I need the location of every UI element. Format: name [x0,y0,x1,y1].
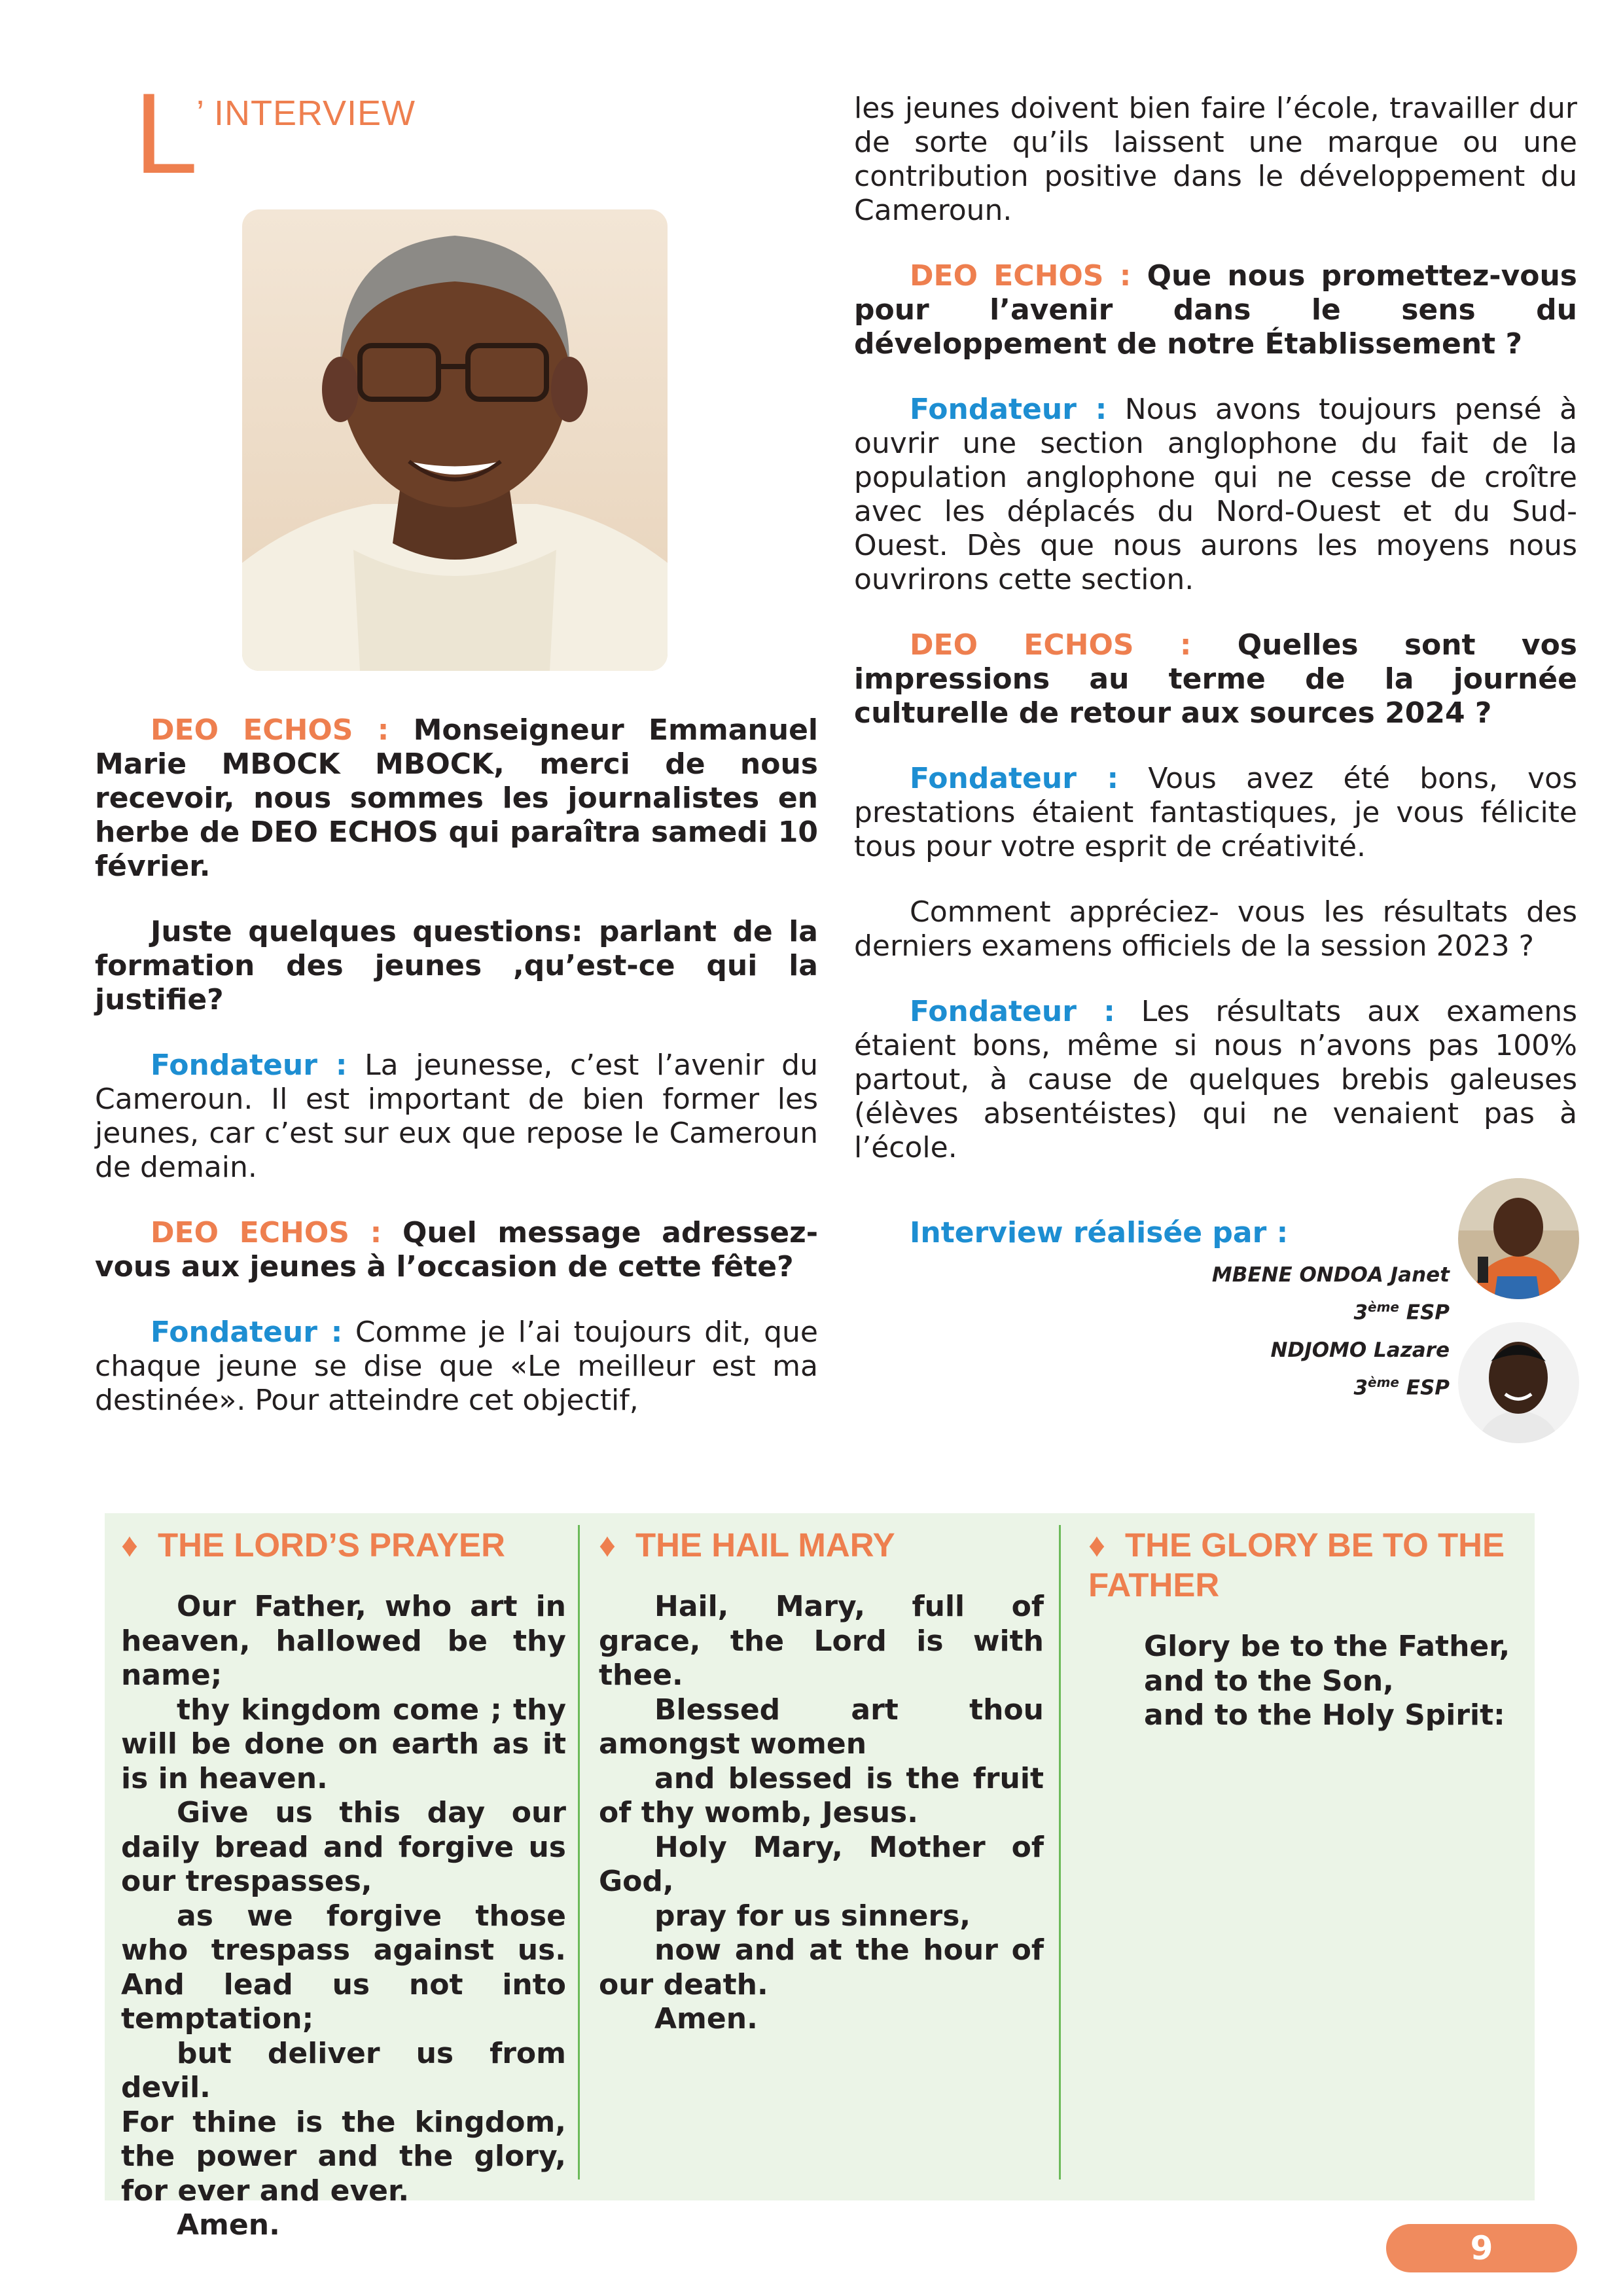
question-text: Quelles sont vos impressions au terme de la journée culturelle de retour aux sources 2024 ? [854,628,1577,730]
credit-class-1 [1353,1299,1450,1324]
question-text: Quel message adressez-vous aux jeunes à l’occasion de cette fête? [95,1216,818,1283]
answer-text: La jeunesse, c’est l’avenir du Cameroun. Il est important de bien former les jeunes, car c’est sur eux que repose le Cameroun de demain. [95,1049,818,1184]
answer-paragraph [854,393,1577,597]
class-number: 3 [1353,1376,1368,1400]
interview-left-column [95,713,818,1449]
prayer-title [121,1525,566,1565]
answer-continuation [854,92,1577,228]
prayer-line: Blessed art thou amongst women [599,1693,1044,1761]
question-paragraph [854,628,1577,730]
hail-mary-column [599,1518,1044,2037]
prayer-line: pray for us sinners, [654,1899,971,1933]
founder-portrait [242,209,668,671]
page-number: 9 [1386,2224,1577,2272]
founder-label: Fondateur : [910,995,1115,1028]
reporter-photo-1 [1458,1178,1579,1299]
diamond-bullet-icon: ♦ [1088,1526,1106,1564]
question-text: Comment appréciez- vous les résultats des derniers examens officiels de la session 2023 ? [854,895,1577,963]
question-paragraph [854,259,1577,361]
prayer-line: and blessed is the fruit of thy womb, Jesus. [599,1761,1044,1829]
answer-paragraph [854,762,1577,864]
founder-label: Fondateur : [910,393,1107,426]
answer-text: Vous avez été bons, vos prestations étaient fantastiques, je vous félicite tous pour votre esprit de créativité. [854,762,1578,863]
interviewer-label: DEO ECHOS : [151,1216,382,1249]
diamond-bullet-icon: ♦ [599,1526,616,1564]
question-paragraph [95,915,818,1017]
prayer-line: Glory be to the Father, [1144,1630,1510,1663]
founder-label: Fondateur : [151,1049,348,1082]
interviewer-label: DEO ECHOS : [910,628,1192,662]
prayer-line: Our Father, who art in heaven, hallowed be thy name; [121,1590,566,1692]
class-suffix: ESP [1399,1376,1450,1400]
founder-label: Fondateur : [910,762,1119,795]
class-superscript: ème [1368,1299,1399,1315]
prayer-title-text: THE GLORY BE TO THE FATHER [1088,1526,1505,1604]
interviewer-label: DEO ECHOS : [151,713,389,747]
prayer-title-text: THE HAIL MARY [635,1526,895,1564]
question-text: Monseigneur Emmanuel Marie MBOCK MBOCK, merci de nous recevoir, nous sommes les journalistes en herbe de DEO ECHOS qui paraîtra samedi 10 février. [95,713,818,883]
credit-class-2 [1353,1374,1450,1399]
section-title: ’ INTERVIEW [196,94,416,133]
answer-text: Nous avons toujours pensé à ouvrir une section anglophone du fait de la population anglophone qui ne cesse de croître avec les déplacés du Nord-Ouest et du Sud-Ouest. Dès que nous aurons les moyens nous ouvrirons cette section. [854,393,1577,596]
prayer-line: Holy Mary, Mother of God, [599,1830,1044,1898]
prayer-title [599,1525,1044,1565]
diamond-bullet-icon: ♦ [121,1526,139,1564]
class-suffix: ESP [1399,1300,1450,1325]
credits-title: Interview réalisée par : [910,1216,1289,1249]
credit-name-2: NDJOMO Lazare [1270,1338,1450,1362]
interview-right-column [854,92,1577,1196]
credit-name-1: MBENE ONDOA Janet [1211,1263,1450,1287]
prayer-line: For thine is the kingdom, the power and the glory, for ever and ever. [121,2105,566,2208]
column-divider [1059,1525,1061,2179]
question-paragraph [95,1216,818,1284]
prayer-line: as we forgive those who trespass against us. And lead us not into temptation; [121,1899,566,2036]
prayer-line: Amen. [654,2002,758,2036]
prayer-line: Amen. [177,2208,280,2242]
prayer-line: Give us this day our daily bread and forgive us our trespasses, [121,1796,566,1898]
answer-text: les jeunes doivent bien faire l’école, travailler dur de sorte qu’ils laissent une marque ou une contribution positive dans le développement du Cameroun. [854,92,1577,227]
prayer-line: thy kingdom come ; thy will be done on earth as it is in heaven. [121,1693,566,1795]
prayer-line: and to the Son, [1144,1664,1394,1698]
prayer-line: and to the Holy Spirit: [1144,1698,1505,1732]
question-paragraph [95,713,818,884]
prayer-title [1088,1525,1520,1605]
header-drop-letter: L [134,70,198,198]
class-number: 3 [1353,1300,1368,1325]
prayer-line: but deliver us from devil. [121,2036,566,2104]
answer-paragraph [95,1049,818,1185]
answer-paragraph [854,995,1577,1165]
question-text: Juste quelques questions: parlant de la formation des jeunes ,qu’est-ce qui la justifie? [95,915,818,1016]
prayer-line: Hail, Mary, full of grace, the Lord is with thee. [599,1590,1044,1692]
founder-label: Fondateur : [151,1316,343,1349]
answer-text: Comme je l’ai toujours dit, que chaque jeune se dise que «Le meilleur est ma destinée». Pour atteindre cet objectif, [95,1316,819,1417]
question-paragraph [854,895,1577,963]
glory-be-column [1088,1518,1520,1733]
lords-prayer-column [121,1518,566,2243]
reporter-photo-2 [1458,1322,1579,1443]
column-divider [578,1525,580,2179]
prayer-title-text: THE LORD’S PRAYER [158,1526,505,1564]
answer-text: Les résultats aux examens étaient bons, même si nous n’avons pas 100% partout, à cause de quelques brebis galeuses (élèves absentéistes) qui ne venaient pas à l’école. [854,995,1578,1164]
class-superscript: ème [1368,1374,1399,1390]
answer-paragraph [95,1316,818,1418]
question-text: Que nous promettez-vous pour l’avenir dans le sens du développement de notre Établissement ? [854,259,1577,361]
interviewer-label: DEO ECHOS : [910,259,1132,293]
prayer-line: now and at the hour of our death. [599,1933,1044,2001]
